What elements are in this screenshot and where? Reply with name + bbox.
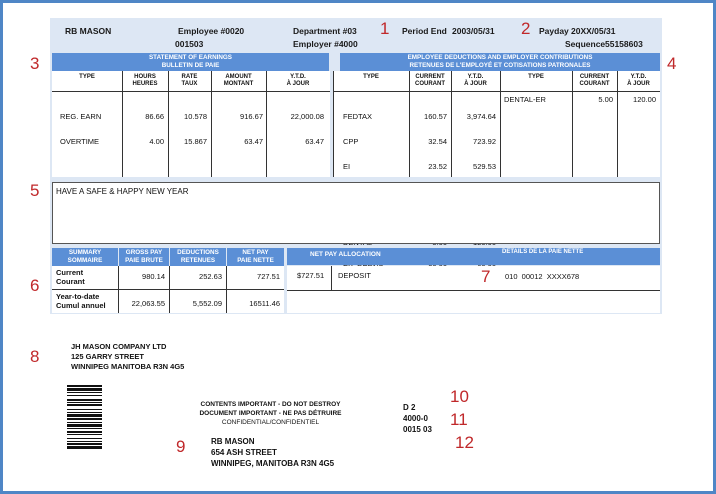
postal-barcode: [67, 383, 102, 479]
allocation-band-gap: [418, 248, 498, 257]
barcode-bar: [67, 414, 102, 417]
ded-col-type: TYPE: [363, 74, 379, 80]
ded-col-ytd: [451, 74, 500, 88]
table-cell: 160.57: [424, 111, 447, 121]
callout-marker: 12: [455, 433, 474, 452]
summary-title-band: [52, 248, 118, 266]
deductions-title-fr: RETENUES DE L'EMPLOYÉ ET COTISATIONS PATRONALES: [409, 62, 591, 69]
earnings-ytd-column: [266, 96, 324, 155]
table-row: FEDTAX: [343, 111, 373, 121]
deductions-col-divider: [333, 71, 334, 177]
deductions-label-fr: RETENUES: [180, 257, 216, 264]
gross-pay-label: GROSS PAY: [125, 249, 163, 256]
notice-line-1: CONTENTS IMPORTANT - DO NOT DESTROY: [200, 401, 341, 408]
barcode-bar: [67, 446, 102, 449]
earnings-type-column: [60, 96, 101, 155]
er-col-current: [572, 74, 617, 88]
ded-col-current-label: CURRENT: [415, 74, 445, 80]
allocation-title: NET PAY ALLOCATION: [310, 251, 381, 258]
current-net: 727.51: [257, 272, 280, 281]
ytd-label: Year-to-date: [56, 292, 100, 301]
deductions-label: DEDUCTIONS: [177, 249, 219, 256]
allocation-method: DEPOSIT: [338, 271, 371, 280]
col-amount: [211, 74, 266, 88]
current-row-label: [56, 268, 85, 286]
barcode-bar: [67, 388, 102, 391]
code-d: D 2: [403, 403, 416, 412]
allocation-amount: $727.51: [297, 271, 325, 280]
barcode-bar: [67, 409, 102, 410]
table-cell: 22,000.08: [290, 111, 324, 121]
barcode-bar: [67, 424, 102, 427]
recipient-name: RB MASON: [211, 437, 255, 446]
callout-marker: 5: [30, 181, 40, 200]
barcode-bar: [67, 428, 102, 429]
table-row: CPP: [343, 137, 359, 147]
earnings-title-fr: BULLETIN DE PAIE: [161, 62, 220, 69]
net-pay-label: NET PAY: [242, 249, 269, 256]
callout-marker: 6: [30, 276, 40, 295]
recipient-street: 654 ASH STREET: [211, 448, 277, 457]
deductions-col-divider: [500, 71, 501, 177]
col-ytd-label-fr: À JOUR: [286, 81, 310, 87]
table-cell: 15.867: [184, 137, 207, 147]
table-row: OVERTIME: [60, 137, 100, 147]
earnings-rate-column: [168, 96, 207, 155]
table-cell: 10.578: [184, 111, 207, 121]
earnings-hours-column: [122, 96, 164, 155]
callout-marker: 3: [30, 54, 40, 73]
col-hours: [122, 74, 168, 88]
callout-marker: 9: [176, 437, 186, 456]
callout-marker: 4: [667, 54, 677, 73]
table-cell: 23.52: [428, 162, 447, 172]
summary-title-fr: SOMMAIRE: [67, 257, 103, 264]
ded-col-ytd-label: Y.T.D.: [467, 74, 484, 80]
barcode-bar: [67, 399, 102, 401]
ded-col-current-label-fr: COURANT: [415, 81, 445, 87]
table-row: REG. EARN: [60, 111, 102, 121]
message-text: HAVE A SAFE & HAPPY NEW YEAR: [56, 187, 189, 196]
notice-line-3: CONFIDENTIAL/CONFIDENTIEL: [221, 419, 320, 426]
employer-contribution-type: DENTAL-ER: [504, 95, 546, 104]
employee-number: Employee #0020: [178, 26, 245, 36]
allocation-account: 010 00012 XXXX678: [505, 272, 580, 281]
current-gross: 980.14: [142, 272, 165, 281]
col-rate: [168, 74, 211, 88]
callout-marker: 8: [30, 347, 40, 366]
earnings-title: STATEMENT OF EARNINGS: [148, 54, 233, 61]
code-employee: 0015 03: [403, 425, 432, 434]
callout-marker: 2: [521, 19, 531, 38]
table-cell: 529.53: [473, 162, 496, 172]
col-rate-label: RATE: [181, 74, 198, 80]
barcode-bar: [67, 392, 102, 393]
employee-code: 001503: [175, 39, 204, 49]
ytd-deductions: 5,552.09: [192, 299, 222, 308]
handling-notice: [193, 400, 348, 427]
barcode-bar: [67, 441, 102, 442]
allocation-detail-title: DETAILS DE LA PAIE NETTE: [502, 249, 584, 255]
earnings-title-band: [52, 53, 329, 71]
ytd-gross: 22,063.55: [131, 299, 165, 308]
table-cell: 3,974.64: [466, 111, 496, 121]
current-label: Current: [56, 268, 84, 277]
net-pay-label-fr: PAIE NETTE: [237, 257, 274, 264]
barcode-bar: [67, 402, 102, 403]
recipient-address: [211, 436, 334, 469]
table-cell: 63.47: [305, 137, 324, 147]
barcode-bar: [67, 418, 102, 420]
er-col-ytd-label: Y.T.D.: [630, 74, 647, 80]
barcode-bar: [67, 434, 102, 435]
er-col-ytd: [617, 74, 660, 88]
ytd-row-label: [56, 292, 106, 310]
earnings-header-rule: [52, 91, 330, 92]
callout-marker: 1: [380, 19, 390, 38]
current-label-fr: Courant: [56, 277, 85, 286]
barcode-bar: [67, 385, 102, 387]
barcode-bar: [67, 404, 102, 406]
recipient-city: WINNIPEG, MANITOBA R3N 4G5: [211, 459, 335, 468]
gross-pay-band: [119, 248, 169, 266]
callout-marker: 7: [481, 267, 491, 286]
allocation-col-divider: [331, 266, 332, 290]
company-address: [71, 342, 184, 372]
net-pay-band: [227, 248, 284, 266]
table-cell: 4.00: [149, 137, 164, 147]
table-cell: 723.92: [473, 137, 496, 147]
er-col-current-label-fr: COURANT: [579, 81, 610, 87]
er-col-ytd-label-fr: À JOUR: [627, 81, 650, 87]
employer-contribution-current: 5.00: [598, 95, 613, 104]
summary-title: SUMMARY: [68, 249, 102, 256]
employer: Employer #4000: [293, 39, 358, 49]
er-col-type: TYPE: [528, 74, 544, 80]
gross-pay-label-fr: PAIE BRUTE: [125, 257, 163, 264]
ytd-label-fr: Cumul annuel: [56, 301, 106, 310]
barcode-bar: [67, 431, 102, 433]
barcode-bar: [67, 412, 102, 413]
er-col-current-label: CURRENT: [579, 74, 610, 80]
deductions-title-band: [340, 53, 660, 71]
callout-marker: 11: [450, 410, 468, 429]
sequence: 55158603: [605, 39, 643, 49]
employer-contribution-ytd: 120.00: [633, 95, 656, 104]
current-deductions: 252.63: [199, 272, 222, 281]
col-type: TYPE: [79, 74, 95, 80]
employee-name: RB MASON: [65, 26, 112, 36]
company-city: WINNIPEG MANITOBA R3N 4G5: [71, 362, 185, 371]
deductions-band: [170, 248, 226, 266]
department: Department #03: [293, 26, 357, 36]
barcode-bar: [67, 438, 102, 439]
notice-line-2: DOCUMENT IMPORTANT - NE PAS DÉTRUIRE: [199, 410, 342, 417]
period-end: 2003/05/31: [452, 26, 495, 36]
ytd-net: 16511.46: [249, 299, 280, 308]
col-ytd: [266, 74, 330, 88]
col-hours-label: HOURS: [134, 74, 156, 80]
summary-row-divider: [52, 289, 284, 290]
payday: 20XX/05/31: [571, 26, 616, 36]
col-rate-label-fr: TAUX: [181, 81, 198, 87]
company-name: JH MASON COMPANY LTD: [71, 342, 167, 351]
period-end-label: Period End: [402, 26, 447, 36]
code-employer: 4000-0: [403, 414, 428, 423]
ded-col-current: [409, 74, 451, 88]
deductions-header-rule: [333, 91, 660, 92]
table-cell: 32.54: [428, 137, 447, 147]
table-row: EI: [343, 162, 351, 172]
company-street: 125 GARRY STREET: [71, 352, 144, 361]
ded-col-ytd-label-fr: À JOUR: [464, 81, 487, 87]
sequence-label: Sequence: [565, 39, 606, 49]
deductions-title: EMPLOYEE DEDUCTIONS AND EMPLOYER CONTRIBUTIONS: [407, 54, 593, 61]
callout-marker: 10: [450, 387, 469, 406]
table-cell: 63.47: [244, 137, 263, 147]
barcode-bar: [67, 422, 102, 423]
col-amount-label-fr: MONTANT: [223, 81, 254, 87]
barcode-bar: [67, 443, 102, 445]
table-cell: 916.67: [240, 111, 263, 121]
routing-codes: [403, 402, 432, 435]
table-cell: 86.66: [145, 111, 164, 121]
barcode-bar: [67, 395, 102, 396]
earnings-amount-column: [211, 96, 263, 155]
col-amount-label: AMOUNT: [225, 74, 252, 80]
col-ytd-label: Y.T.D.: [290, 74, 306, 80]
col-hours-label-fr: HEURES: [132, 81, 158, 87]
allocation-row-divider: [287, 290, 660, 291]
payday-label: Payday: [539, 26, 569, 36]
